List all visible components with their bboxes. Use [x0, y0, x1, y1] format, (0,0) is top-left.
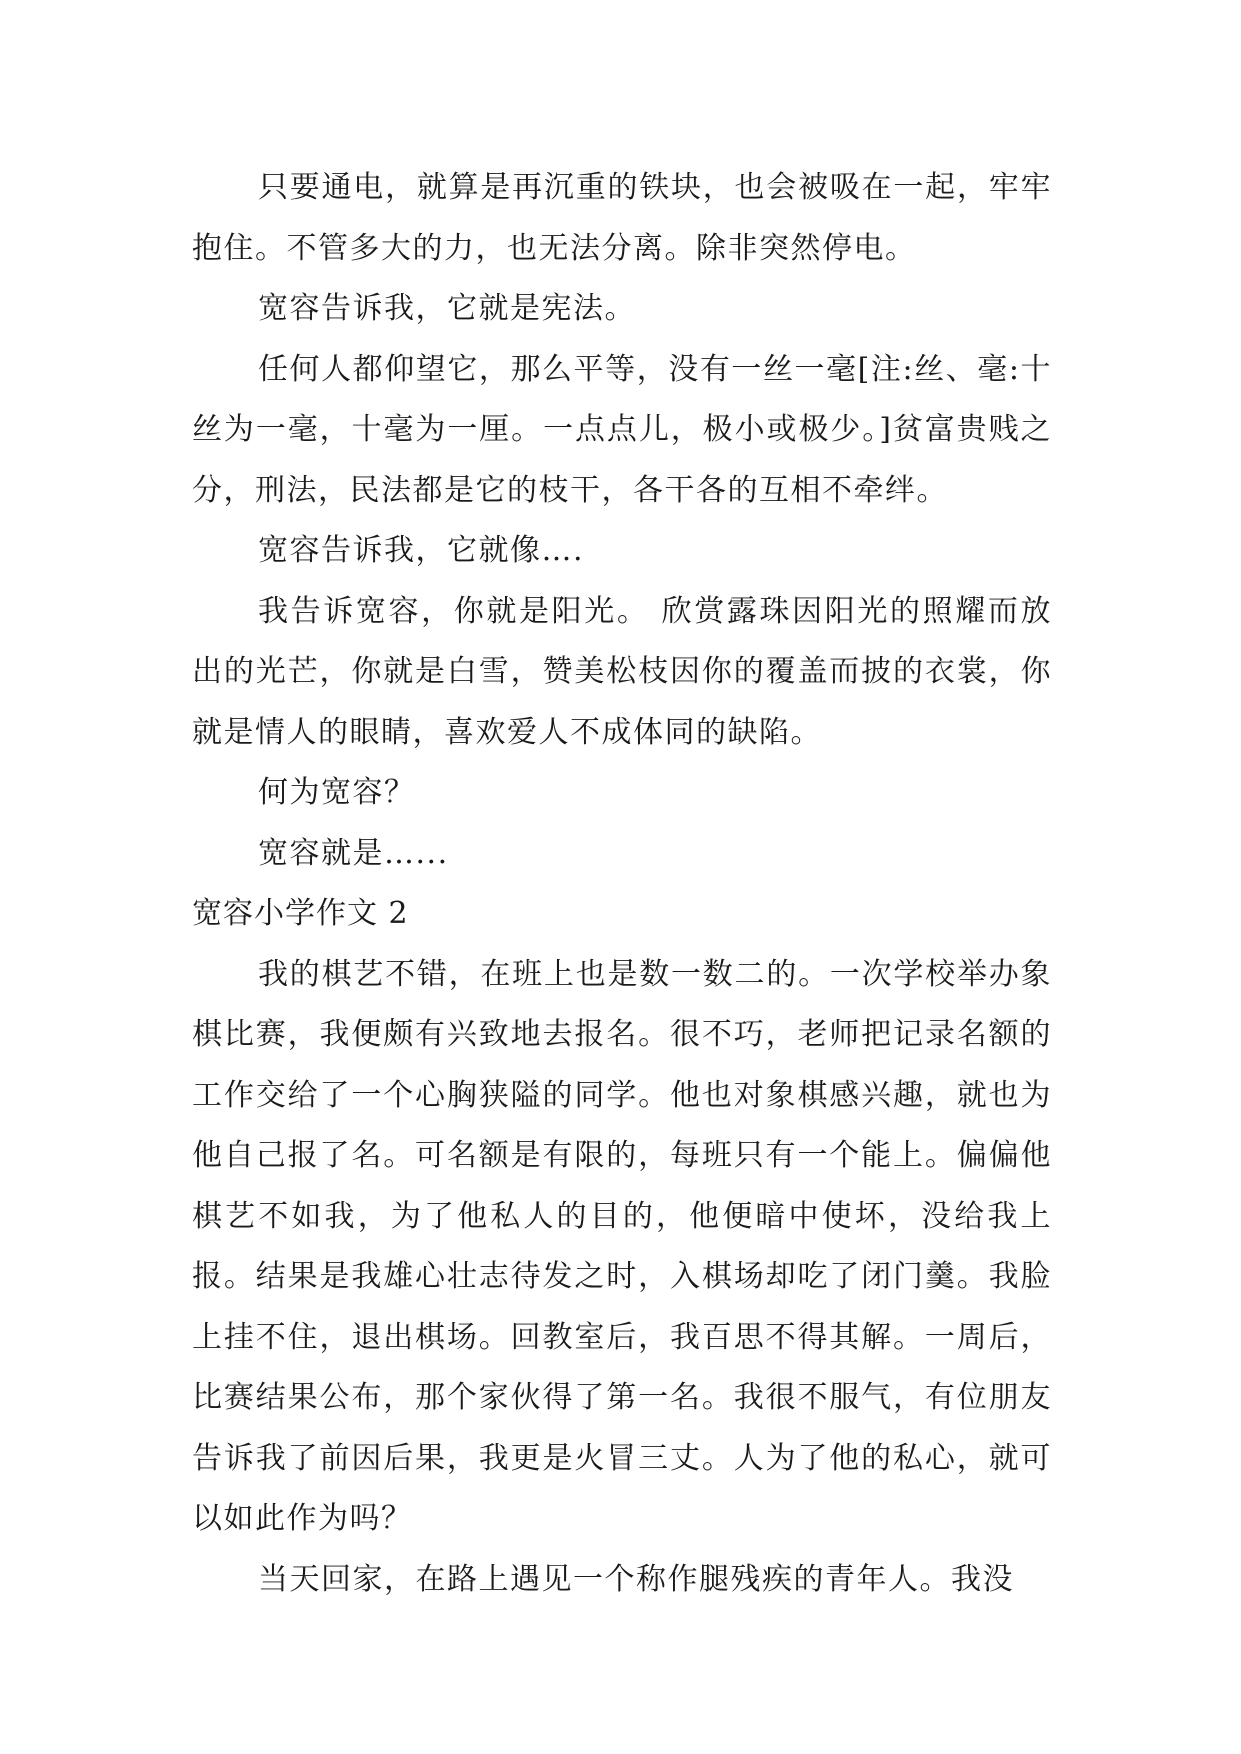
- section-heading: 宽容小学作文 2: [192, 896, 409, 931]
- paragraph-sunshine: 我告诉宽容，你就是阳光。 欣赏露珠因阳光的照耀而放出的光芒，你就是白雪，赞美松枝因你的覆盖而披的衣裳，你就是情人的眼睛，喜欢爱人不成体同的缺陷。: [192, 593, 1052, 750]
- document-body: [192, 158, 1052, 1610]
- paragraph-question: 何为宽容？: [258, 775, 416, 810]
- paragraph-chess: 我的棋艺不错，在班上也是数一数二的。一次学校举办象棋比赛，我便颇有兴致地去报名。很不巧，老师把记录名额的工作交给了一个心胸狭隘的同学。他也对象棋感兴趣，就也为他自己报了名。可名额是有限的，每班只有一个能上。偏偏他棋艺不如我，为了他私人的目的，他便暗中使坏，没给我上报。结果是我雄心壮志待发之时，入棋场却吃了闭门羹。我脸上挂不住，退出棋场。回教室后，我百思不得其解。一周后，比赛结果公布，那个家伙得了第一名。我很不服气，有位朋友告诉我了前因后果，我更是火冒三丈。人为了他的私心，就可以如此作为吗？: [192, 956, 1052, 1536]
- paragraph-going-home: 当天回家，在路上遇见一个称作腿残疾的青年人。我没: [258, 1561, 1014, 1597]
- paragraph-like: 宽容告诉我，它就像….: [258, 533, 585, 568]
- paragraph-equality: 任何人都仰望它，那么平等，没有一丝一毫[注:丝、毫:十丝为一毫，十毫为一厘。一点点儿，极小或极少。]贫富贵贱之分，刑法，民法都是它的枝干，各干各的互相不牵绊。: [192, 351, 1052, 508]
- paragraph-magnet: 只要通电，就算是再沉重的铁块，也会被吸在一起，牢牢抱住。不管多大的力，也无法分离。除非突然停电。: [192, 170, 1052, 266]
- paragraph-tolerance-is: 宽容就是…...: [258, 835, 449, 871]
- paragraph-constitution: 宽容告诉我，它就是宪法。: [258, 291, 636, 326]
